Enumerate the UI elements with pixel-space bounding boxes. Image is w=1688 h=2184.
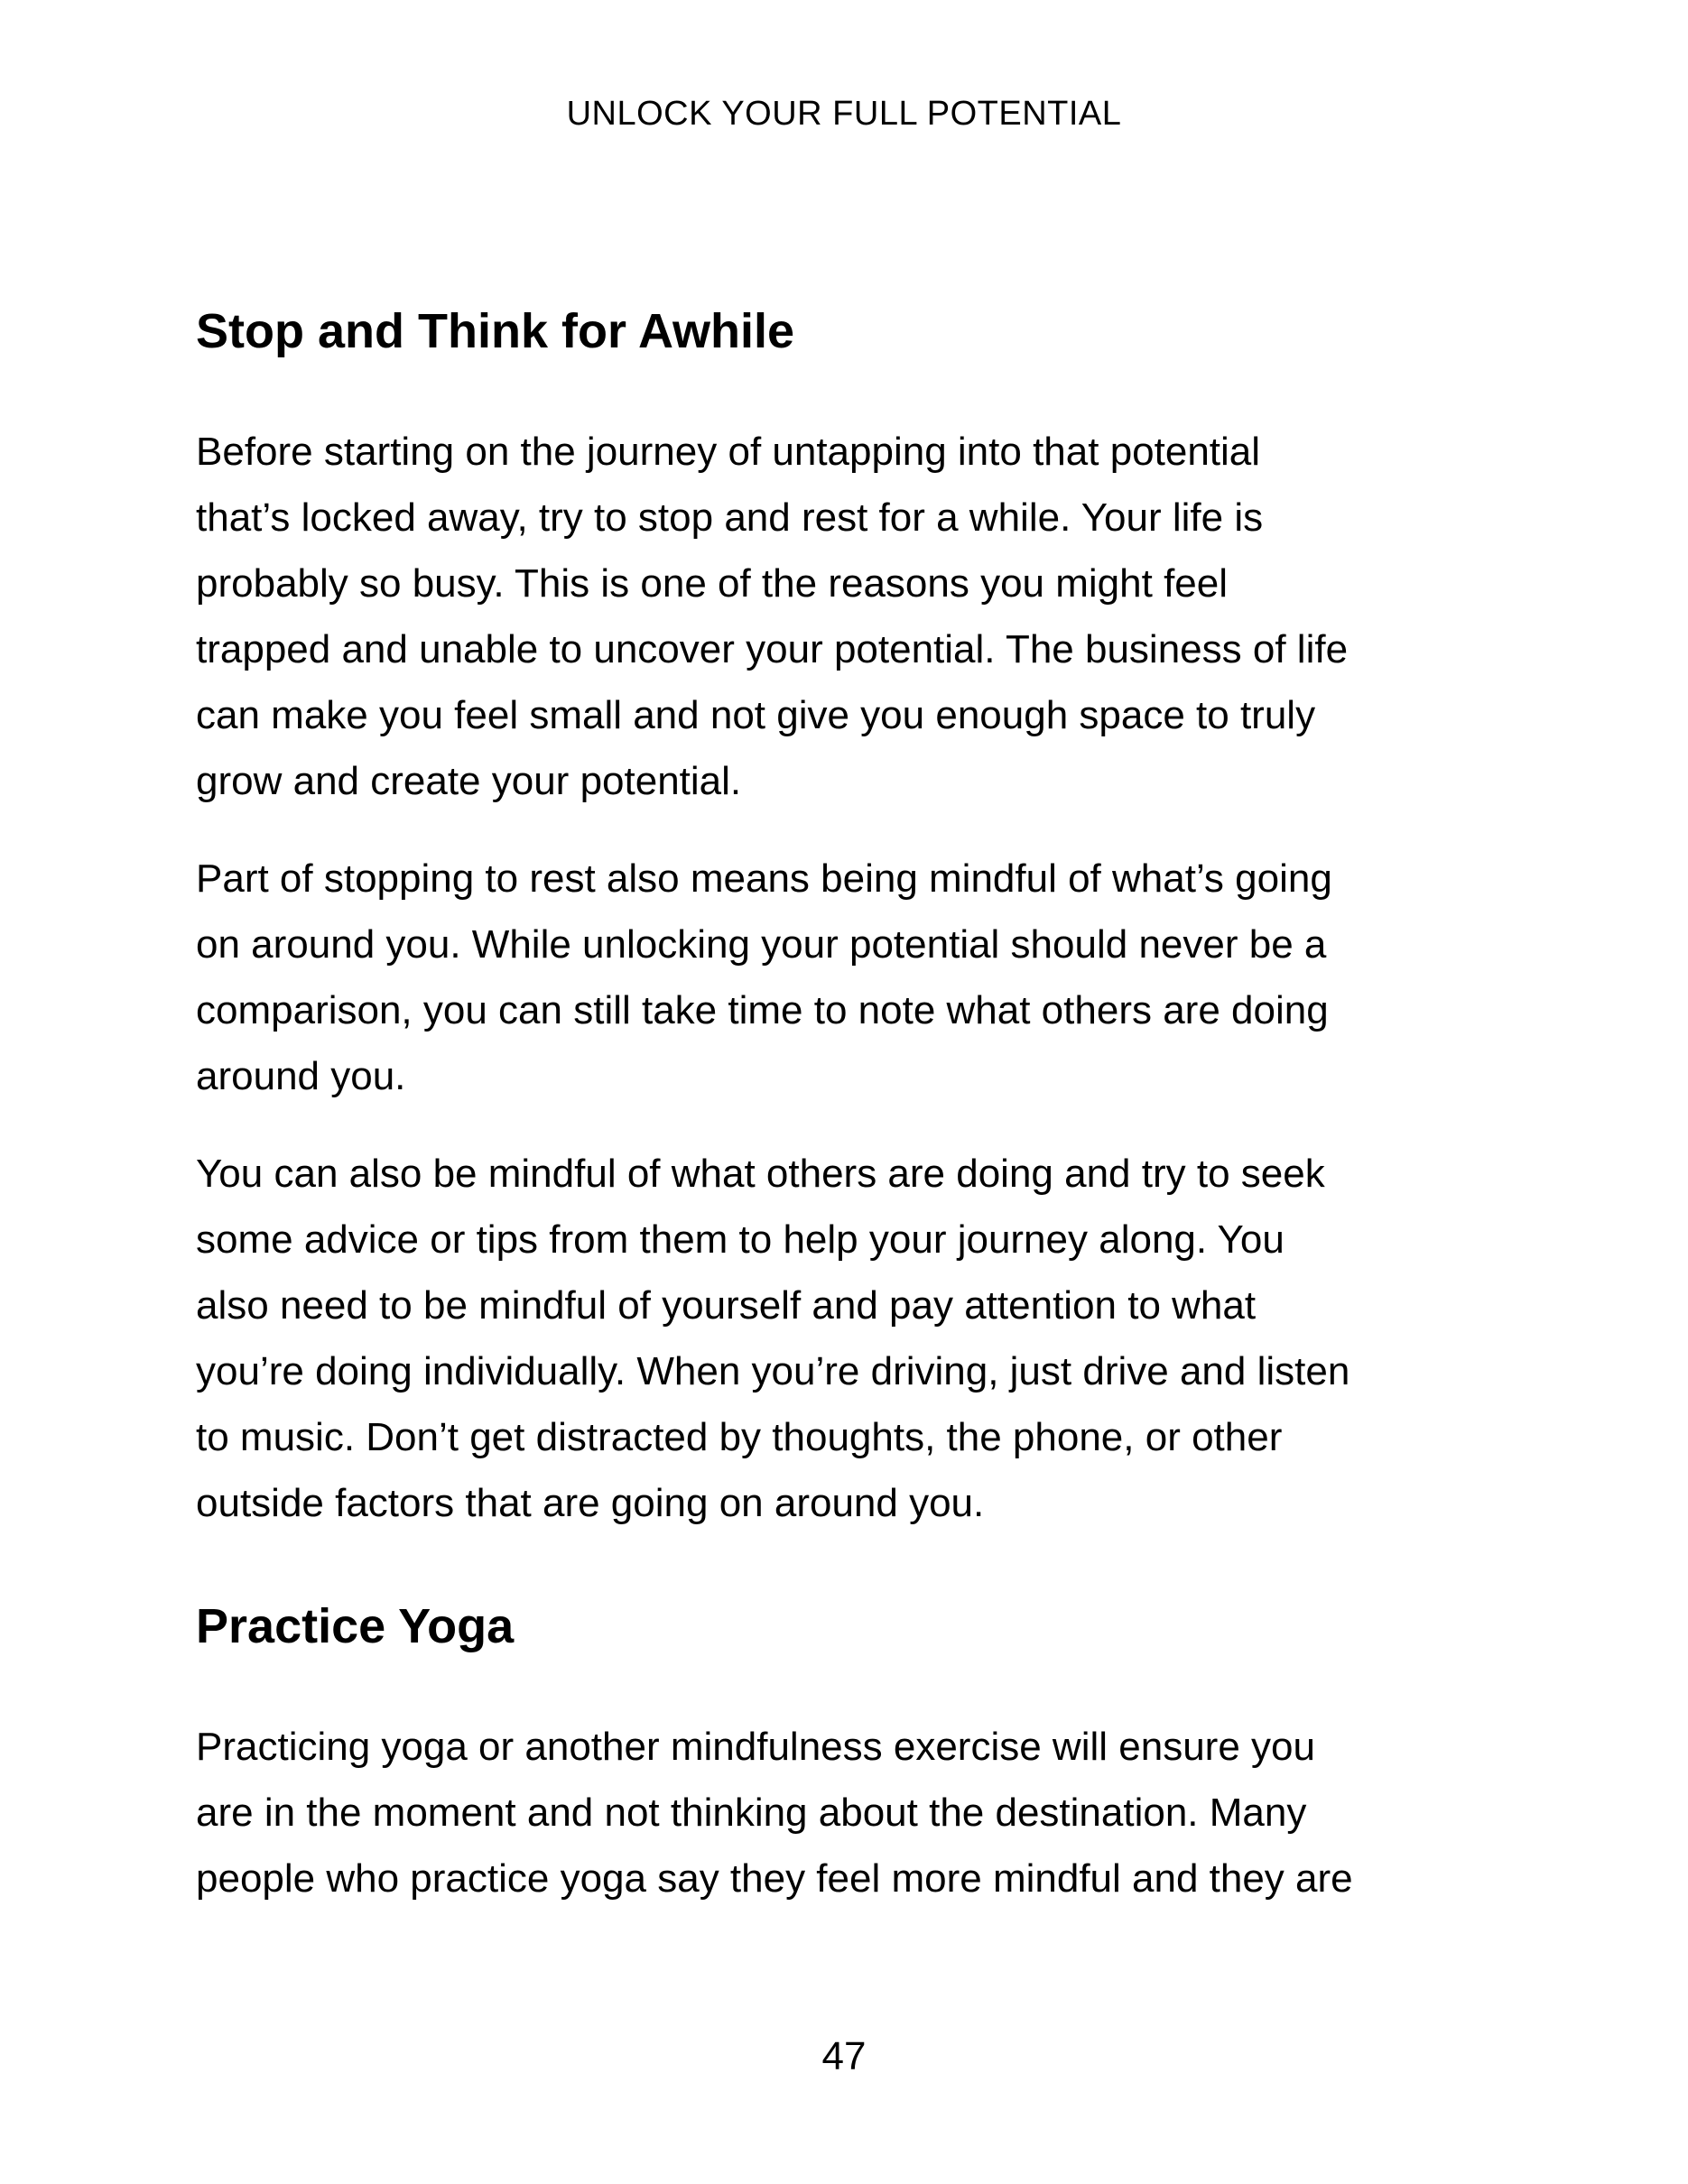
text-line: trapped and unable to uncover your potential. The business of life — [196, 627, 1349, 671]
text-line: Practicing yoga or another mindfulness exercise will ensure you — [196, 1725, 1315, 1769]
text-line: can make you feel small and not give you enough space to truly — [196, 693, 1316, 737]
text-line: outside factors that are going on around you. — [196, 1481, 985, 1525]
text-line: Before starting on the journey of untapping into that potential — [196, 430, 1261, 474]
text-line: you’re doing individually. When you’re driving, just drive and listen — [196, 1349, 1350, 1393]
text-line: on around you. While unlocking your potential should never be a — [196, 922, 1327, 967]
text-line: probably so busy. This is one of the reasons you might feel — [196, 561, 1229, 606]
text-line: are in the moment and not thinking about the destination. Many — [196, 1791, 1307, 1835]
running-header-text: UNLOCK YOUR FULL POTENTIAL — [566, 95, 1122, 133]
text-line: to music. Don’t get distracted by thoughts, the phone, or other — [196, 1415, 1283, 1459]
text-line: that’s locked away, try to stop and rest for a while. Your life is — [196, 495, 1264, 540]
text-line: people who practice yoga say they feel more mindful and they are — [196, 1856, 1353, 1901]
section-heading-practice-yoga: Practice Yoga — [196, 1599, 515, 1653]
text-line: also need to be mindful of yourself and pay attention to what — [196, 1283, 1257, 1328]
text-line: around you. — [196, 1054, 406, 1098]
text-line: You can also be mindful of what others are doing and try to seek — [196, 1152, 1325, 1196]
paragraph-before-starting — [196, 419, 1492, 814]
page-number: 47 — [821, 2034, 867, 2078]
text-line: some advice or tips from them to help your journey along. You — [196, 1217, 1285, 1262]
text-line: grow and create your potential. — [196, 759, 742, 803]
document-body — [196, 0, 1492, 1911]
text-line: Part of stopping to rest also means being mindful of what’s going — [196, 856, 1332, 901]
page-footer — [0, 2033, 1688, 2081]
paragraph-part-of-stopping — [196, 846, 1492, 1109]
paragraph-mindful-of-others — [196, 1141, 1492, 1536]
paragraph-practicing-yoga — [196, 1714, 1492, 1911]
section-heading-stop-and-think: Stop and Think for Awhile — [196, 304, 795, 358]
text-line: comparison, you can still take time to note what others are doing — [196, 988, 1329, 1032]
